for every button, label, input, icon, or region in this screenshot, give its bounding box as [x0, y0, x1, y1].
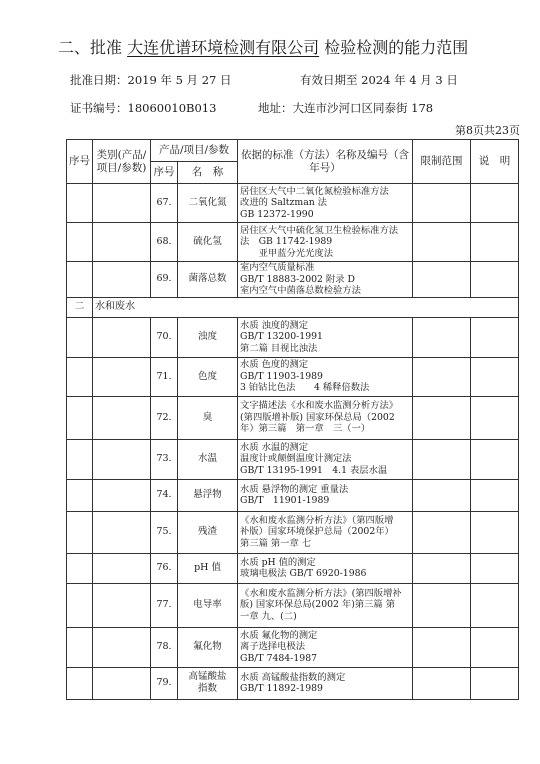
- row-category: [93, 317, 151, 357]
- table-row: [67, 583, 519, 627]
- standard-line: 水质 水温的测定: [240, 441, 309, 453]
- row-name-line: 氟化物: [193, 641, 222, 652]
- table-row: [67, 317, 519, 357]
- row-seq: [67, 627, 93, 667]
- standard-line: 一章 九、(二): [240, 610, 297, 622]
- standard-line: 《水和废水监测分析方法》（第四版增: [240, 514, 394, 526]
- table-row: [67, 357, 519, 396]
- row-no: 69.: [151, 262, 178, 298]
- address-value: 大连市沙河口区同泰街 178: [292, 101, 434, 115]
- approval-date-label: 批准日期：: [70, 73, 128, 87]
- row-seq: [67, 439, 93, 479]
- header-standard: 依据的标准（方法）名称及编号（含年号）: [238, 140, 413, 184]
- row-standard: [238, 479, 413, 511]
- row-name-line: 高锰酸盐: [188, 671, 227, 682]
- row-name: [178, 396, 238, 439]
- row-category: [93, 262, 151, 298]
- row-name-line: 臭: [202, 411, 213, 423]
- row-name-line: 色度: [198, 370, 218, 382]
- row-no: 74.: [151, 479, 178, 511]
- row-seq: [67, 479, 93, 511]
- row-seq: [67, 357, 93, 396]
- row-standard: [238, 583, 413, 627]
- row-seq: [67, 184, 93, 223]
- row-standard: [238, 317, 413, 357]
- row-name: [178, 583, 238, 627]
- header-product: 产品/项目/参数: [151, 140, 238, 162]
- standard-line: GB/T 11892-1989: [240, 683, 323, 694]
- row-note: [471, 439, 519, 479]
- table-row: [67, 439, 519, 479]
- row-standard: [238, 667, 413, 699]
- row-name: [178, 627, 238, 667]
- row-no: 70.: [151, 317, 178, 357]
- standard-line: 3 铂钴比色法 4 稀释倍数法: [240, 382, 370, 394]
- row-category: [93, 511, 151, 553]
- standard-line: GB/T 11903-1989: [240, 370, 323, 382]
- row-limit: [413, 223, 471, 262]
- row-standard: [238, 184, 413, 223]
- row-name: [178, 479, 238, 511]
- standard-line: 水质 色度的测定: [240, 359, 309, 371]
- standard-line: 改进的 Saltzman 法: [240, 197, 327, 209]
- table-row: [67, 396, 519, 439]
- standard-line: 水质 pH 值的测定: [240, 556, 316, 568]
- standard-line: 亚甲蓝分光光度法: [240, 247, 333, 259]
- row-category: [93, 583, 151, 627]
- row-note: [471, 317, 519, 357]
- row-limit: [413, 184, 471, 223]
- row-standard: [238, 262, 413, 298]
- row-limit: [413, 667, 471, 699]
- row-standard: [238, 223, 413, 262]
- standard-line: 年）第三篇 第一章 三（一）: [240, 423, 371, 435]
- row-note: [471, 223, 519, 262]
- row-name-line: 菌落总数: [188, 273, 227, 285]
- row-name-line: 电导率: [193, 599, 222, 610]
- row-seq: [67, 262, 93, 298]
- table-row: [67, 184, 519, 223]
- row-standard: [238, 357, 413, 396]
- row-name-line: 残渣: [198, 526, 218, 537]
- standard-line: 第二篇 目视比浊法: [240, 342, 318, 354]
- row-standard: [238, 396, 413, 439]
- header-category: 类别(产品/项目/参数): [93, 140, 151, 184]
- approval-date-value: 2019 年 5 月 27 日: [127, 73, 232, 87]
- standard-line: GB 12372-1990: [240, 208, 314, 220]
- header-name: 名 称: [178, 162, 238, 184]
- row-name: [178, 511, 238, 553]
- row-limit: [413, 479, 471, 511]
- row-note: [471, 511, 519, 553]
- row-standard: [238, 553, 413, 583]
- row-note: [471, 583, 519, 627]
- company-name: 大连优谱环境检测有限公司: [127, 38, 320, 57]
- header-note: 说 明: [471, 140, 519, 184]
- section-label: 水和废水: [93, 297, 519, 317]
- certificate-number: [70, 101, 216, 115]
- standard-line: GB/T 13195-1991 4.1 表层水温: [240, 464, 388, 476]
- standard-line: 第三篇 第一章 七: [240, 537, 312, 549]
- standard-line: 居住区大气中硫化氢卫生检验标准方法: [240, 224, 399, 236]
- page-number: 第8页共23页: [455, 124, 520, 137]
- row-no: 75.: [151, 511, 178, 553]
- row-no: 73.: [151, 439, 178, 479]
- row-standard: [238, 439, 413, 479]
- standard-line: 文字描述法《水和废水监测分析方法》: [240, 400, 399, 412]
- row-no: 68.: [151, 223, 178, 262]
- row-limit: [413, 396, 471, 439]
- table-row: [67, 262, 519, 298]
- standard-line: 版) 国家环保总局(2002 年)第三篇 第: [240, 599, 395, 611]
- row-no: 76.: [151, 553, 178, 583]
- cert-label: 证书编号：: [70, 101, 128, 115]
- table-row: [67, 553, 519, 583]
- row-category: [93, 357, 151, 396]
- row-name: [178, 262, 238, 298]
- row-note: [471, 184, 519, 223]
- document-title: [58, 38, 528, 58]
- address-label: 地址：: [258, 101, 293, 115]
- standard-line: 室内空气中菌落总数检验方法: [240, 285, 361, 296]
- row-name: [178, 667, 238, 699]
- header-row: [67, 140, 519, 162]
- standard-line: 水质 高锰酸盐指数的测定: [240, 671, 346, 683]
- header-seq: 序号: [67, 140, 93, 184]
- valid-until: 有效日期至 2024 年 4 月 3 日: [300, 73, 458, 87]
- row-seq: [67, 511, 93, 553]
- row-name: [178, 317, 238, 357]
- standard-line: GB/T 7484-1987: [240, 652, 318, 664]
- row-name: [178, 439, 238, 479]
- row-seq: [67, 553, 93, 583]
- row-limit: [413, 627, 471, 667]
- row-no: 79.: [151, 667, 178, 699]
- row-note: [471, 262, 519, 298]
- table-row: [67, 479, 519, 511]
- row-category: [93, 439, 151, 479]
- table-row: [67, 223, 519, 262]
- standard-line: GB/T 18883-2002 附录 D: [240, 273, 355, 285]
- row-name: [178, 553, 238, 583]
- row-no: 77.: [151, 583, 178, 627]
- title-prefix: 二、批准: [58, 38, 123, 57]
- header-limit: 限制范围: [413, 140, 471, 184]
- row-limit: [413, 439, 471, 479]
- row-no: 67.: [151, 184, 178, 223]
- standard-line: GB/T 11901-1989: [240, 495, 330, 506]
- row-standard: [238, 627, 413, 667]
- section-row: [67, 297, 519, 317]
- row-name: [178, 184, 238, 223]
- approval-date: [70, 73, 232, 87]
- row-limit: [413, 262, 471, 298]
- row-category: [93, 184, 151, 223]
- standard-line: (第四版增补版) 国家环保总局（2002: [240, 411, 395, 423]
- row-name-line: 水温: [198, 453, 218, 464]
- row-category: [93, 667, 151, 699]
- row-note: [471, 396, 519, 439]
- standard-line: 玻璃电极法 GB/T 6920-1986: [240, 568, 367, 579]
- row-name-line: 浊度: [198, 331, 218, 342]
- row-category: [93, 223, 151, 262]
- row-category: [93, 479, 151, 511]
- row-seq: [67, 667, 93, 699]
- standard-line: GB/T 13200-1991: [240, 331, 323, 343]
- table-row: [67, 511, 519, 553]
- standard-line: 法 GB 11742-1989: [240, 236, 333, 248]
- standard-line: 水质 氟化物的测定: [240, 629, 318, 641]
- standard-line: 室内空气质量标准: [240, 262, 315, 273]
- section-number: 二: [67, 297, 93, 317]
- row-no: 72.: [151, 396, 178, 439]
- standard-line: 温度计或颠倒温度计测定法: [240, 453, 352, 465]
- row-limit: [413, 357, 471, 396]
- row-note: [471, 667, 519, 699]
- row-seq: [67, 583, 93, 627]
- row-name-line: pH 值: [194, 562, 221, 573]
- row-category: [93, 553, 151, 583]
- standard-line: 水质 浊度的测定: [240, 319, 309, 331]
- row-name-line: 悬浮物: [193, 489, 222, 500]
- row-limit: [413, 511, 471, 553]
- row-name-line: 硫化氢: [193, 236, 222, 247]
- header-sub-seq: 序号: [151, 162, 178, 184]
- title-suffix: 检验检测的能力范围: [324, 38, 469, 57]
- row-limit: [413, 583, 471, 627]
- standard-line: 离子选择电极法: [240, 641, 306, 653]
- row-note: [471, 627, 519, 667]
- row-note: [471, 553, 519, 583]
- row-name-line: 二氧化氮: [188, 197, 227, 208]
- table-row: [67, 667, 519, 699]
- row-name: [178, 357, 238, 396]
- cert-value: 18060010B013: [127, 101, 217, 115]
- row-limit: [413, 553, 471, 583]
- capability-table: [66, 139, 519, 700]
- standard-line: 水质 悬浮物的测定 重量法: [240, 483, 349, 495]
- row-seq: [67, 396, 93, 439]
- standard-line: 补版）国家环境保护总局（2002年）: [240, 526, 394, 538]
- row-category: [93, 627, 151, 667]
- table-row: [67, 627, 519, 667]
- row-name: [178, 223, 238, 262]
- row-note: [471, 479, 519, 511]
- row-note: [471, 357, 519, 396]
- standard-line: 居住区大气中二氧化氮检验标准方法: [240, 185, 389, 197]
- row-standard: [238, 511, 413, 553]
- row-category: [93, 396, 151, 439]
- row-name-line: 指数: [198, 683, 218, 694]
- row-limit: [413, 317, 471, 357]
- standard-line: 《水和废水监测分析方法》(第四版增补: [240, 587, 402, 599]
- row-no: 78.: [151, 627, 178, 667]
- address: [258, 101, 433, 115]
- row-seq: [67, 223, 93, 262]
- row-no: 71.: [151, 357, 178, 396]
- row-seq: [67, 317, 93, 357]
